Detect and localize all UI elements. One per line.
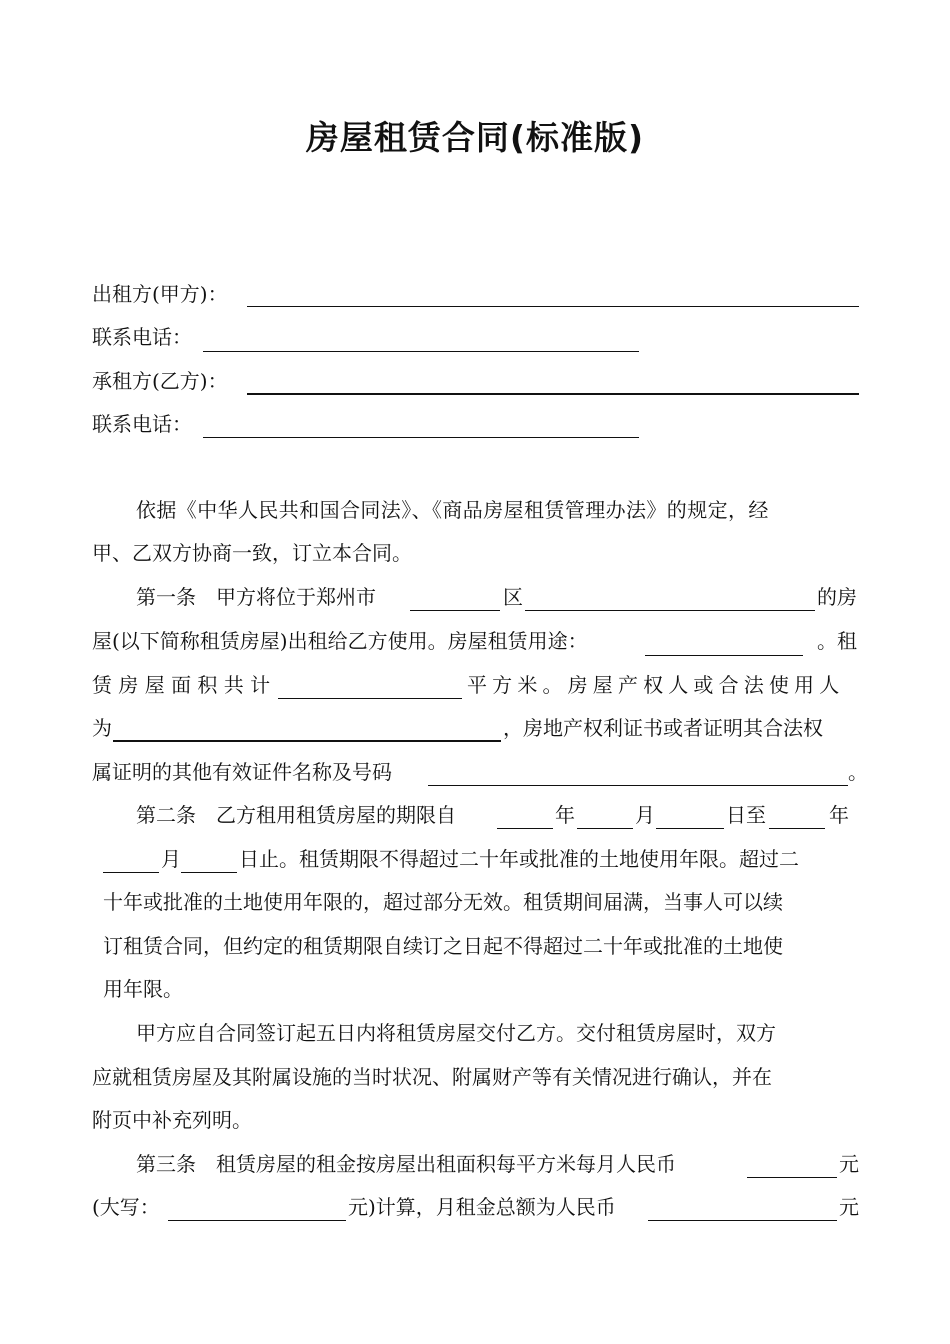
usage-blank[interactable]: [645, 655, 803, 656]
start-month-blank[interactable]: [577, 828, 633, 829]
address-blank[interactable]: [525, 610, 815, 611]
article3-text-b: 元: [839, 1152, 859, 1176]
intro-line-1: 依据《中华人民共和国合同法》、《商品房屋租赁管理办法》的规定，经: [136, 498, 769, 522]
phone1-label: 联系电话：: [92, 325, 192, 349]
unit-rent-words-blank[interactable]: [168, 1220, 346, 1221]
article1-text-e: 。租: [817, 629, 857, 653]
delivery-line-3: 附页中补充列明。: [92, 1108, 252, 1132]
article1-text-h: 为: [92, 716, 112, 740]
end-day-blank[interactable]: [181, 872, 237, 873]
district-blank[interactable]: [410, 610, 500, 611]
document-title: 房屋租赁合同(标准版): [305, 118, 645, 157]
certificate-blank[interactable]: [428, 785, 848, 786]
article3-text-c: (大写：: [92, 1195, 160, 1219]
article1-text-f: 赁 房 屋 面 积 共 计: [92, 673, 271, 697]
end-month-blank[interactable]: [103, 872, 159, 873]
article1-text-d: 屋(以下简称租赁房屋)出租给乙方使用。房屋租赁用途：: [92, 629, 588, 653]
article1-text-j: 属证明的其他有效证件名称及号码: [92, 760, 392, 784]
article2-month1: 月: [635, 803, 655, 827]
article2-line-4: 订租赁合同，但约定的租赁期限自续订之日起不得超过二十年或批准的土地使: [103, 934, 783, 958]
article1-text-a: 第一条 甲方将位于郑州市: [136, 585, 376, 609]
phone1-blank[interactable]: [203, 351, 639, 352]
unit-rent-blank[interactable]: [747, 1177, 837, 1178]
start-year-blank[interactable]: [497, 828, 553, 829]
article2-line-5: 用年限。: [103, 977, 183, 1001]
article2-line-2: 日止。租赁期限不得超过二十年或批准的土地使用年限。超过二: [239, 847, 799, 871]
article2-year1: 年: [555, 803, 575, 827]
article1-text-b: 区: [503, 585, 523, 609]
phone2-label: 联系电话：: [92, 412, 192, 436]
article2-month2: 月: [161, 847, 181, 871]
article2-year2: 年: [829, 803, 849, 827]
lessor-blank[interactable]: [247, 306, 859, 307]
article3-text-a: 第三条 租赁房屋的租金按房屋出租面积每平方米每月人民币: [136, 1152, 676, 1176]
area-blank[interactable]: [278, 698, 462, 699]
phone2-blank[interactable]: [203, 437, 639, 438]
article1-text-g: 平 方 米 。 房 屋 产 权 人 或 合 法 使 用 人: [467, 673, 839, 697]
delivery-line-2: 应就租赁房屋及其附属设施的当时状况、附属财产等有关情况进行确认，并在: [92, 1065, 772, 1089]
start-day-blank[interactable]: [656, 828, 724, 829]
lessee-blank[interactable]: [247, 393, 859, 395]
intro-line-2: 甲、乙双方协商一致，订立本合同。: [92, 541, 412, 565]
owner-blank[interactable]: [113, 740, 501, 742]
article3-text-e: 元: [839, 1195, 859, 1219]
lessor-label: 出租方(甲方)：: [92, 282, 228, 306]
article3-text-d: 元)计算，月租金总额为人民币: [348, 1195, 616, 1219]
article2-text-a: 第二条 乙方租用租赁房屋的期限自: [136, 803, 456, 827]
article1-text-c: 的房: [817, 585, 857, 609]
monthly-rent-blank[interactable]: [648, 1220, 837, 1221]
article1-text-k: 。: [848, 760, 868, 784]
article2-day-to: 日至: [726, 803, 766, 827]
article2-line-3: 十年或批准的土地使用年限的，超过部分无效。租赁期间届满，当事人可以续: [103, 890, 783, 914]
end-year-blank[interactable]: [769, 828, 825, 829]
lessee-label: 承租方(乙方)：: [92, 369, 228, 393]
article1-text-i: ，房地产权利证书或者证明其合法权: [503, 716, 823, 740]
delivery-line-1: 甲方应自合同签订起五日内将租赁房屋交付乙方。交付租赁房屋时，双方: [136, 1021, 776, 1045]
